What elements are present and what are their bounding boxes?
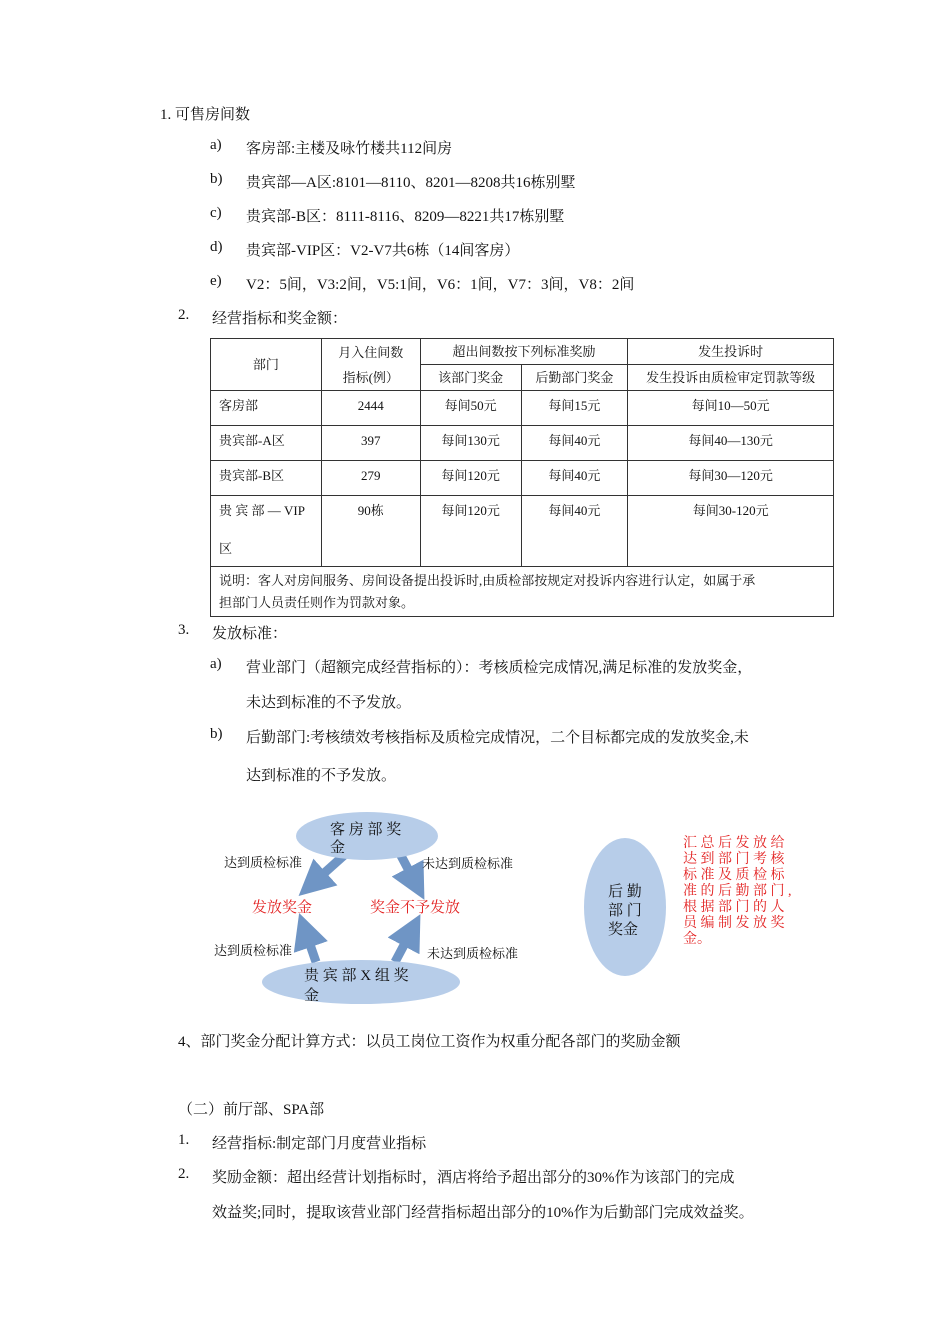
list-item-line1: 奖励金额：超出经营计划指标时，酒店将给予超出部分的30%作为该部门的完成 <box>212 1170 735 1186</box>
list-marker: a) <box>210 656 222 672</box>
cell-target: 2444 <box>321 391 420 426</box>
node-logistics-line2: 部 门 <box>608 903 642 919</box>
cell-logistics: 每间40元 <box>521 426 628 461</box>
list-item: 客房部:主楼及咏竹楼共112间房 <box>246 141 453 157</box>
section1-title: 1. 可售房间数 <box>160 107 251 123</box>
cell-own: 每间120元 <box>420 496 521 567</box>
side-note-line: 员 编 制 发 放 奖 <box>683 916 785 931</box>
node-guestroom-line1: 客 房 部 奖 <box>330 822 402 838</box>
label-no-bonus: 奖金不予发放 <box>370 900 461 916</box>
header-target-line2: 指标(例） <box>342 369 399 385</box>
cell-own: 每间130元 <box>420 426 521 461</box>
node-guestroom-line2: 金 <box>330 840 346 856</box>
header-logistics-bonus: 后勤部门奖金 <box>521 365 628 391</box>
side-note-line: 汇 总 后 发 放 给 <box>683 836 785 851</box>
cell-logistics: 每间15元 <box>521 391 628 426</box>
side-note-line: 达 到 部 门 考 核 <box>683 852 785 867</box>
cell-dept: 客房部 <box>211 391 322 426</box>
node-vip-line1: 贵 宾 部 X 组 奖 <box>304 968 409 984</box>
list-item: V2：5间，V3:2间，V5:1间，V6：1间，V7：3间，V8：2间 <box>246 277 635 293</box>
side-note-line: 根 据 部 门 的 人 <box>683 900 785 915</box>
cell-own: 每间120元 <box>420 461 521 496</box>
section4-text: 4、部门奖金分配计算方式：以员工岗位工资作为权重分配各部门的奖励金额 <box>178 1034 681 1050</box>
list-item: 贵宾部—A区:8101—8110、8201—8208共16栋别墅 <box>246 175 576 191</box>
side-note-line: 金。 <box>683 932 711 947</box>
label-issue-bonus: 发放奖金 <box>252 900 313 916</box>
label-top-left: 达到质检标准 <box>224 855 303 870</box>
node-vip-line2: 金 <box>304 988 320 1004</box>
list-item: 贵宾部-VIP区：V2-V7共6栋（14间客房） <box>246 243 520 259</box>
cell-dept-line1: 贵 宾 部 — VIP <box>219 503 305 518</box>
list-item-line1: 营业部门（超额完成经营指标的）：考核质检完成情况,满足标准的发放奖金， <box>246 660 753 676</box>
list-marker: 1. <box>178 1132 190 1148</box>
list-item-line2: 未达到标准的不予发放。 <box>246 695 412 711</box>
section2-title: 经营指标和奖金额： <box>212 311 348 327</box>
cell-logistics: 每间40元 <box>521 496 628 567</box>
list-marker: b) <box>210 171 223 187</box>
cell-target: 397 <box>321 426 420 461</box>
section3-title: 发放标准： <box>212 626 288 642</box>
cell-dept: 贵宾部-B区 <box>211 461 322 496</box>
header-target-line1: 月入住间数 <box>338 344 404 360</box>
header-reward-group: 超出间数按下列标准奖励 <box>420 339 628 365</box>
list-item-line1: 后勤部门:考核绩效考核指标及质检完成情况，二个目标都完成的发放奖金,未 <box>246 730 749 746</box>
cell-penalty: 每间10—50元 <box>628 391 834 426</box>
list-marker: e) <box>210 273 222 289</box>
label-bottom-right: 未达到质检标准 <box>427 946 519 961</box>
cell-penalty: 每间30—120元 <box>628 461 834 496</box>
label-bottom-left: 达到质检标准 <box>214 943 293 958</box>
label-top-right: 未达到质检标准 <box>422 856 514 871</box>
section3-marker: 3. <box>178 622 190 638</box>
cell-logistics: 每间40元 <box>521 461 628 496</box>
list-marker: b) <box>210 726 223 742</box>
cell-dept-line2: 区 <box>219 541 233 556</box>
cell-penalty: 每间30-120元 <box>628 496 834 567</box>
list-marker: a) <box>210 137 222 153</box>
header-penalty: 发生投诉由质检审定罚款等级 <box>628 365 834 391</box>
side-note-line: 准 的 后 勤 部 门 , <box>683 884 792 899</box>
list-marker: d) <box>210 239 223 255</box>
list-item-line2: 达到标准的不予发放。 <box>246 768 397 784</box>
header-complaint-group: 发生投诉时 <box>628 339 834 365</box>
cell-target: 90栋 <box>321 496 420 567</box>
cell-own: 每间50元 <box>420 391 521 426</box>
part2-title: （二）前厅部、SPA部 <box>178 1102 325 1118</box>
cell-dept: 贵宾部-A区 <box>211 426 322 461</box>
header-dept: 部门 <box>211 339 322 391</box>
node-logistics-line3: 奖金 <box>608 922 639 938</box>
list-item: 贵宾部-B区：8111-8116、8209—8221共17栋别墅 <box>246 209 565 225</box>
list-item-line1: 经营指标:制定部门月度营业指标 <box>212 1136 427 1152</box>
side-note-line: 标 准 及 质 检 标 <box>683 868 785 883</box>
arrow-bottom-to-noissue <box>395 930 412 962</box>
list-item-line2: 效益奖;同时，提取该营业部门经营指标超出部分的10%作为后勤部门完成效益奖。 <box>212 1205 754 1221</box>
cell-target: 279 <box>321 461 420 496</box>
list-marker: c) <box>210 205 222 221</box>
list-marker: 2. <box>178 1166 190 1182</box>
arrow-bottom-to-issue <box>305 930 316 962</box>
table-note-line2: 担部门人员责任则作为罚款对象。 <box>219 594 415 610</box>
cell-penalty: 每间40—130元 <box>628 426 834 461</box>
node-logistics-line1: 后 勤 <box>608 884 642 900</box>
table-note-line1: 说明：客人对房间服务、房间设备提出投诉时,由质检部按规定对投诉内容进行认定，如属于承 <box>219 572 756 588</box>
header-own-bonus: 该部门奖金 <box>420 365 521 391</box>
section2-marker: 2. <box>178 307 190 323</box>
